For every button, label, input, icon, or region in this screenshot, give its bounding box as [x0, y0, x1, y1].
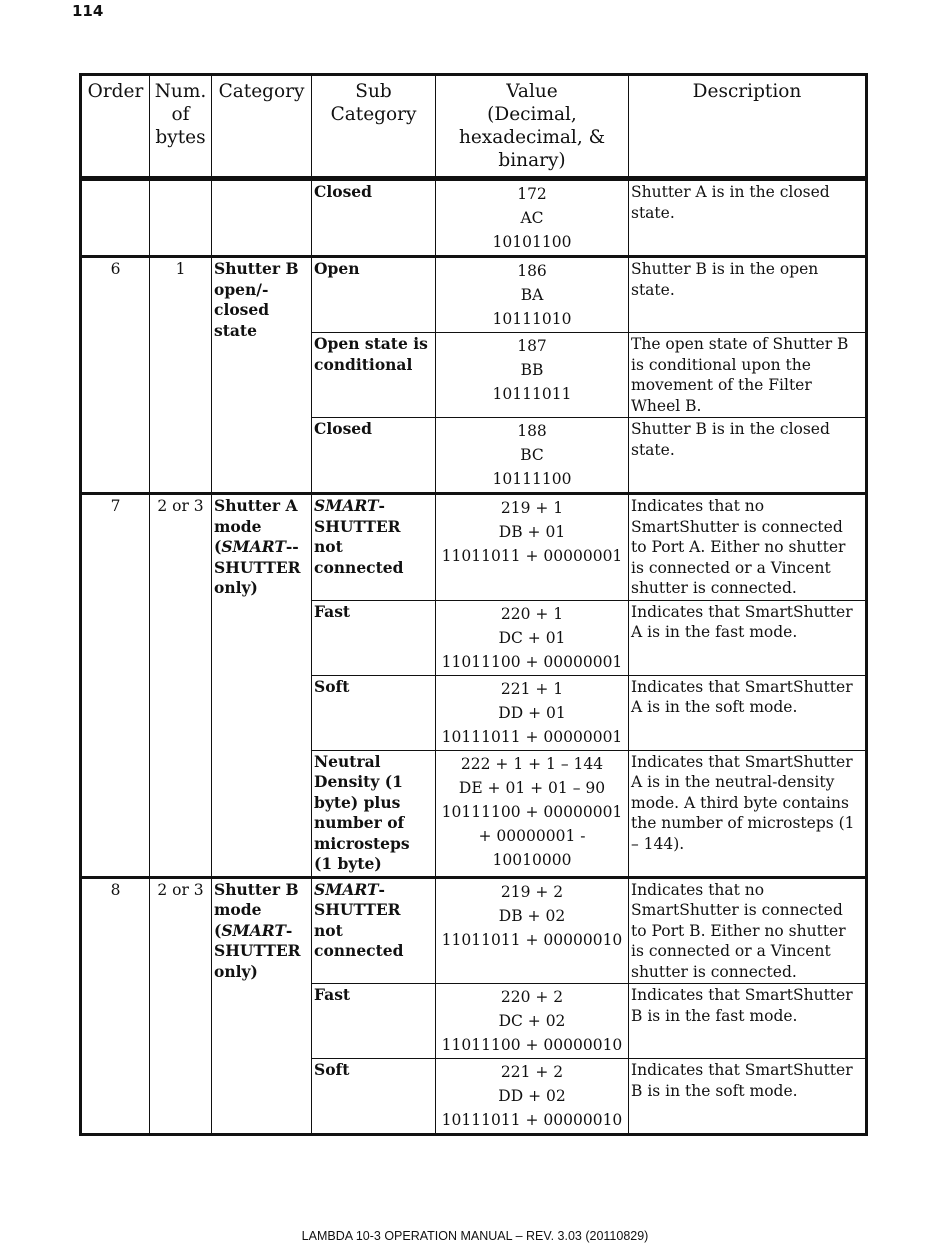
- sub-category-cell: Closed: [312, 180, 436, 257]
- sub-category-cell: Fast: [312, 600, 436, 675]
- sub-category-cell: Soft: [312, 1059, 436, 1135]
- value-hex: BB: [520, 361, 544, 379]
- header-value-label: Value: [506, 81, 558, 102]
- value-binary: 10111100: [492, 470, 572, 488]
- value-binary: 11011100 + 00000010: [441, 1036, 623, 1054]
- header-value: [436, 75, 629, 178]
- description-cell: Shutter A is in the closed state.: [629, 180, 867, 257]
- table-header: [79, 73, 868, 179]
- table-row: [81, 877, 867, 984]
- category-cell: Shutter B open/-closed state: [212, 257, 312, 494]
- value-decimal: 221 + 1: [500, 679, 564, 698]
- description-cell: Indicates that SmartShutter A is in the soft mode.: [629, 675, 867, 750]
- smart-emphasis: SMART: [314, 879, 379, 899]
- num-bytes-cell: 1: [150, 257, 212, 494]
- header-description: Description: [629, 75, 867, 178]
- category-cell: Shutter A mode (SMART-- SHUTTER only): [212, 494, 312, 878]
- value-binary: 10111011 + 00000001: [441, 727, 623, 746]
- smart-emphasis: SMART: [221, 537, 286, 556]
- num-bytes-cell: 2 or 3: [150, 877, 212, 1135]
- value-hex: BC: [520, 446, 544, 464]
- value-decimal: 186: [517, 262, 547, 280]
- value-decimal: 172: [517, 185, 547, 203]
- order-cell: 6: [81, 257, 150, 494]
- value-cell: [436, 984, 629, 1059]
- value-cell: [436, 418, 629, 494]
- order-cell: [81, 180, 150, 257]
- description-cell: Shutter B is in the open state.: [629, 257, 867, 333]
- description-cell: The open state of Shutter B is conditional upon the movement of the Filter Wheel B.: [629, 333, 867, 418]
- value-cell: [436, 750, 629, 877]
- description-cell: Shutter B is in the closed state.: [629, 418, 867, 494]
- value-cell: [436, 675, 629, 750]
- value-decimal: 188: [517, 422, 547, 440]
- table-row: [81, 494, 867, 601]
- value-decimal: 220 + 1: [500, 604, 564, 623]
- sub-category-cell: Open state is conditional: [312, 333, 436, 418]
- value-decimal: 221 + 2: [500, 1063, 564, 1081]
- header-order: Order: [81, 75, 150, 178]
- table-body: [79, 178, 868, 1136]
- sub-category-cell: SMART- SHUTTER not connected: [312, 494, 436, 601]
- value-binary: 10111011 + 00000010: [441, 1111, 623, 1129]
- order-cell: 7: [81, 494, 150, 878]
- value-decimal: 220 + 2: [500, 988, 564, 1006]
- sub-category-cell: SMART- SHUTTER not connected: [312, 877, 436, 984]
- description-cell: Indicates that SmartShutter A is in the neutral-density mode. A third byte contains the number of microsteps (1 – 144).: [629, 750, 867, 877]
- value-binary: 10111011: [492, 385, 572, 403]
- header-sub-category: Sub Category: [312, 75, 436, 178]
- value-cell: [436, 1059, 629, 1135]
- sub-category-cell: Fast: [312, 984, 436, 1059]
- sub-category-cell: Closed: [312, 418, 436, 494]
- value-hex: DE + 01 + 01 – 90: [458, 778, 606, 797]
- description-cell: Indicates that SmartShutter B is in the soft mode.: [629, 1059, 867, 1135]
- value-cell: [436, 877, 629, 984]
- smart-emphasis: SMART: [221, 920, 286, 940]
- value-hex: DB + 01: [498, 523, 566, 541]
- value-binary: 10101100: [492, 233, 572, 251]
- value-cell: [436, 333, 629, 418]
- value-binary: 11011100 + 00000001: [441, 652, 623, 671]
- description-cell: Indicates that no SmartShutter is connected to Port B. Either no shutter is connected or a Vincent shutter is connected.: [629, 877, 867, 984]
- table-row: [81, 180, 867, 257]
- description-cell: Indicates that SmartShutter B is in the fast mode.: [629, 984, 867, 1059]
- value-decimal: 187: [517, 337, 547, 355]
- value-hex: DC + 01: [498, 628, 566, 647]
- description-cell: Indicates that SmartShutter A is in the fast mode.: [629, 600, 867, 675]
- value-decimal: 219 + 1: [500, 499, 564, 517]
- value-binary: 11011011 + 00000010: [441, 930, 623, 949]
- value-cell: [436, 600, 629, 675]
- header-category: Category: [212, 75, 312, 178]
- order-cell: 8: [81, 877, 150, 1135]
- value-hex: DB + 02: [498, 906, 566, 925]
- smart-emphasis: SMART: [314, 496, 379, 515]
- value-hex: DD + 01: [498, 703, 566, 722]
- value-hex: DD + 02: [498, 1087, 566, 1105]
- value-binary: 10111100 + 00000001 + 00000001 - 10010000: [441, 802, 623, 869]
- header-num-bytes: Num. of bytes: [150, 75, 212, 178]
- sub-category-cell: Soft: [312, 675, 436, 750]
- value-binary: 10111010: [492, 310, 572, 328]
- value-decimal: 222 + 1 + 1 – 144: [460, 754, 604, 773]
- page-number: 114: [72, 2, 104, 20]
- value-cell: [436, 257, 629, 333]
- num-bytes-cell: [150, 180, 212, 257]
- header-value-sublabel: (Decimal, hexadecimal, & binary): [458, 104, 606, 171]
- sub-category-cell: Open: [312, 257, 436, 333]
- category-cell: Shutter B mode (SMART- SHUTTER only): [212, 877, 312, 1135]
- category-cell: [212, 180, 312, 257]
- value-hex: BA: [520, 286, 544, 304]
- table-row: [81, 257, 867, 333]
- description-cell: Indicates that no SmartShutter is connected to Port A. Either no shutter is connected or a Vincent shutter is connected.: [629, 494, 867, 601]
- value-cell: [436, 494, 629, 601]
- value-cell: [436, 180, 629, 257]
- value-binary: 11011011 + 00000001: [441, 547, 623, 565]
- sub-category-cell: Neutral Density (1 byte) plus number of microsteps (1 byte): [312, 750, 436, 877]
- value-decimal: 219 + 2: [500, 882, 564, 901]
- value-hex: AC: [520, 209, 544, 227]
- value-hex: DC + 02: [498, 1012, 566, 1030]
- page-footer: LAMBDA 10-3 OPERATION MANUAL – REV. 3.03 (20110829): [301, 1229, 649, 1243]
- num-bytes-cell: 2 or 3: [150, 494, 212, 878]
